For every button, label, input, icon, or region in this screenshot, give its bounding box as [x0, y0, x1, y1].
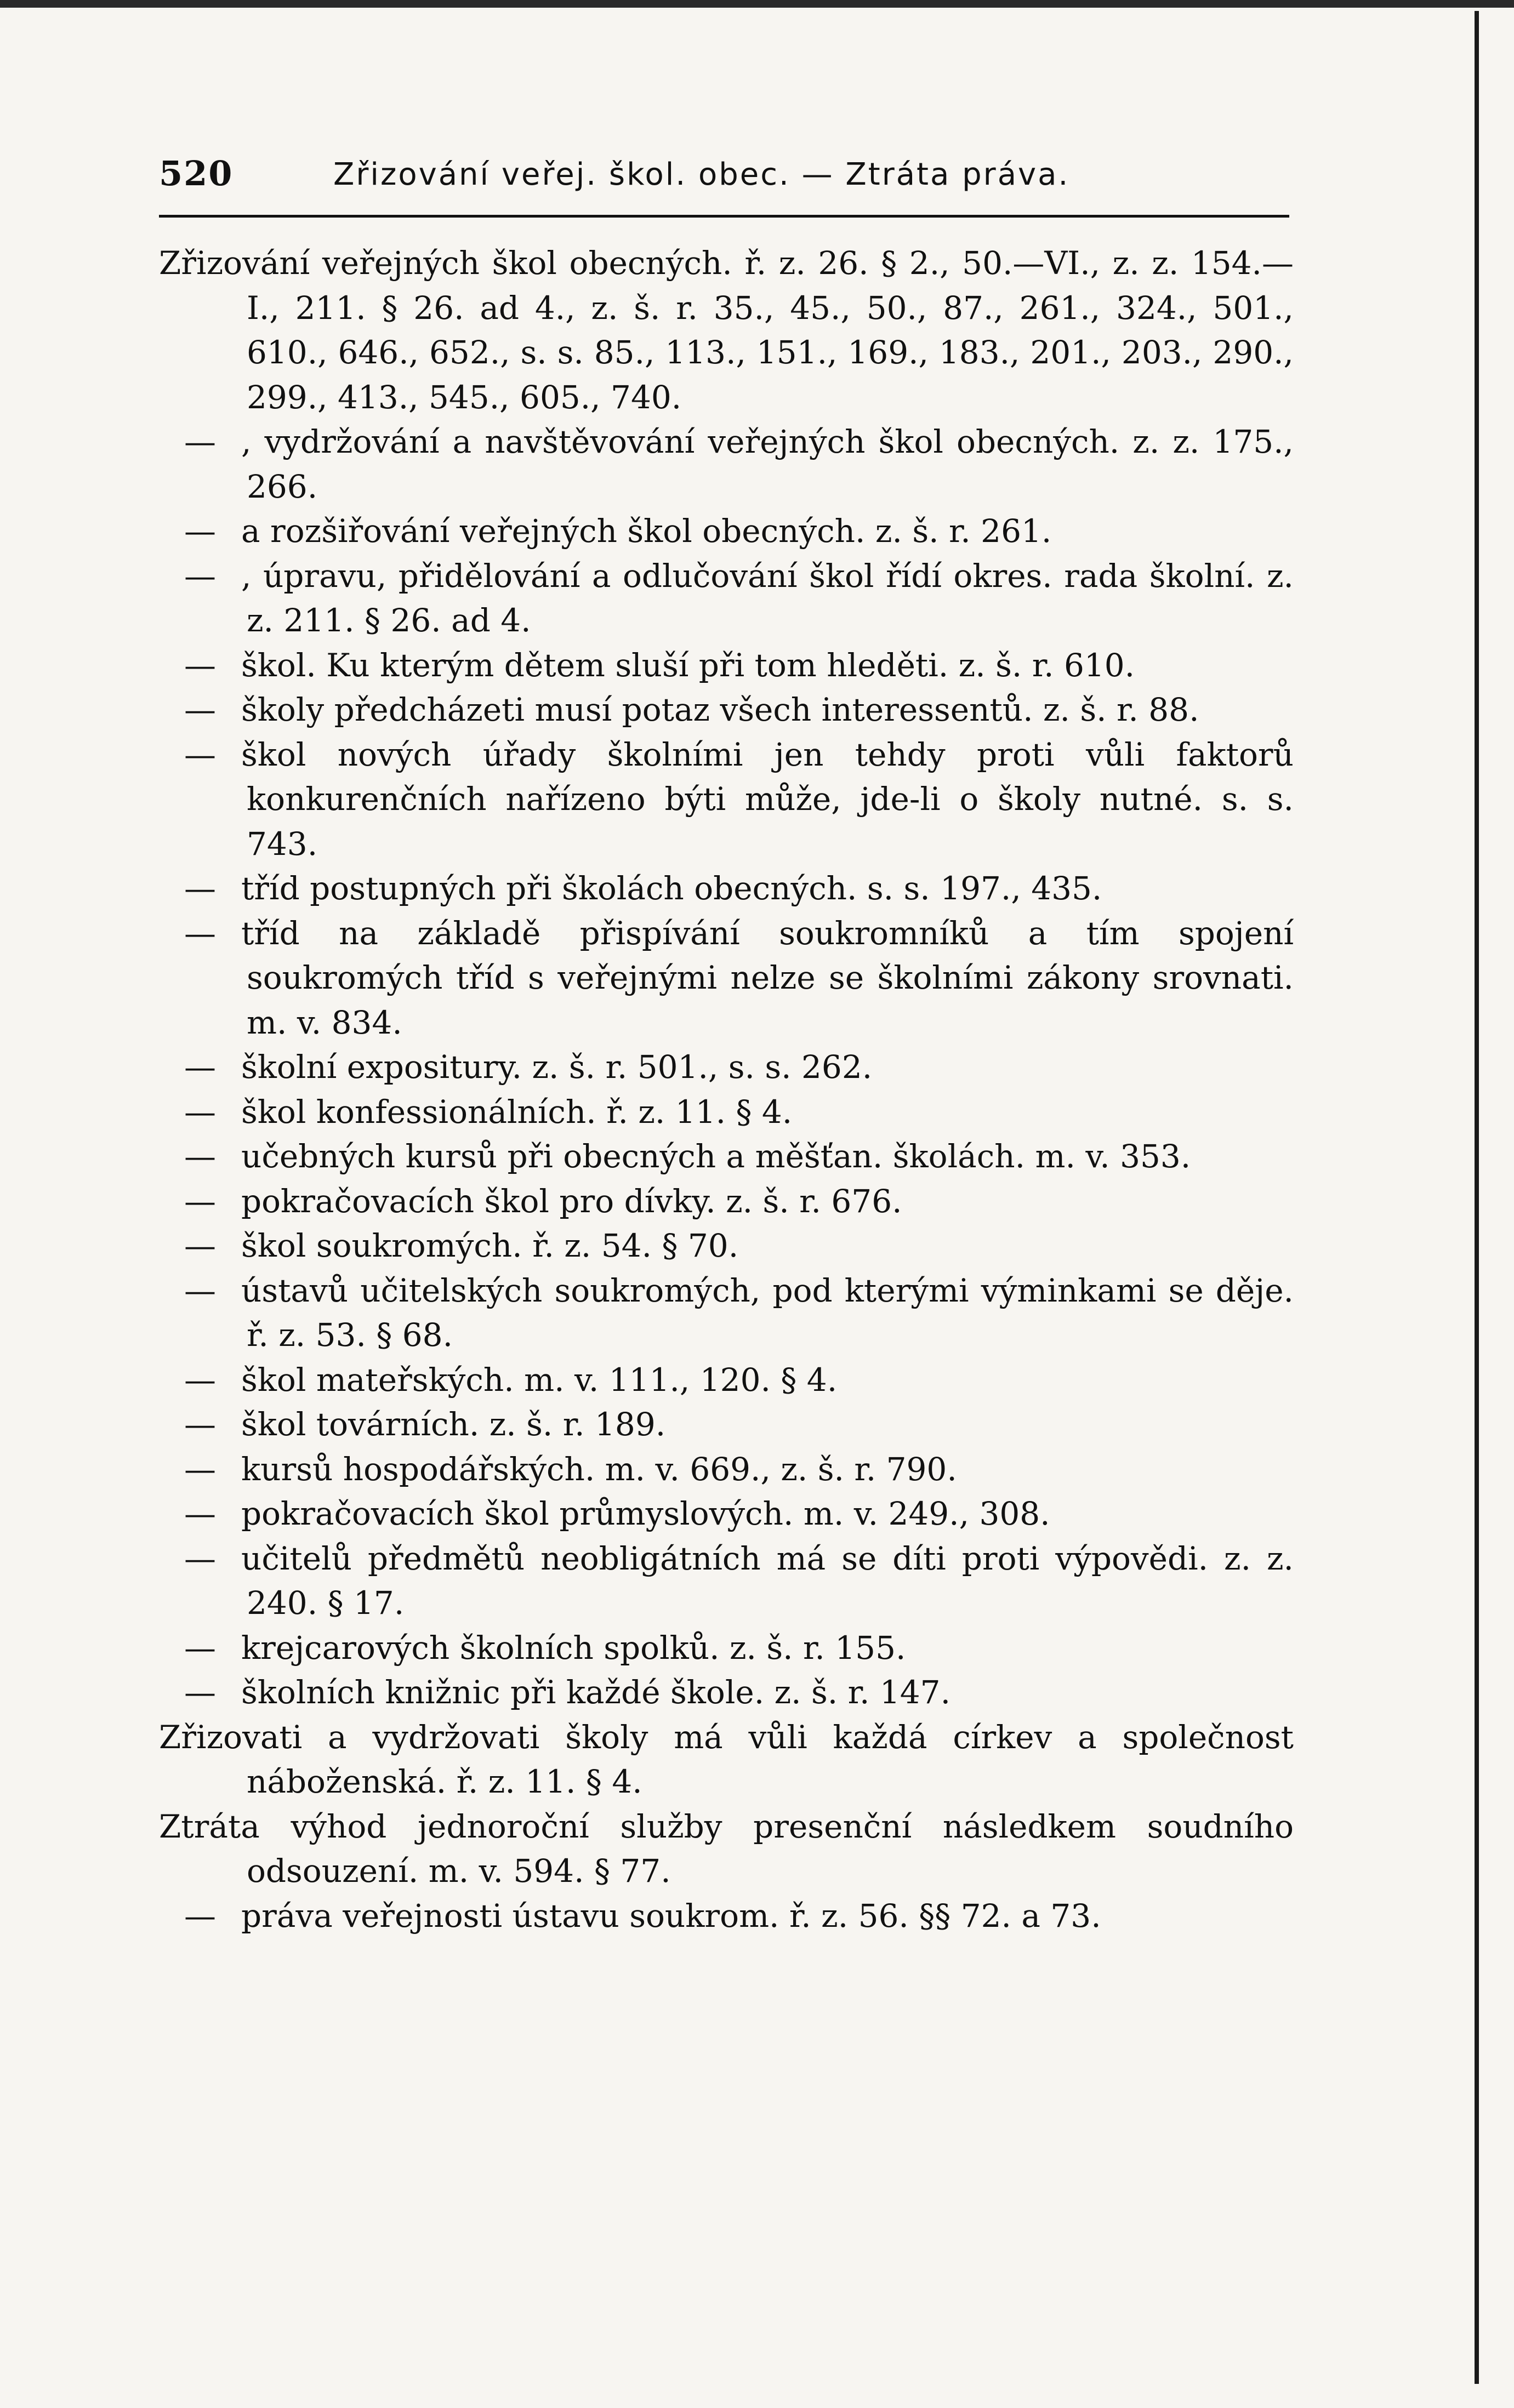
entry-text: , úpravu, přidělování a odlučování škol řídí okres. rada školní. z. z. 211. § 26. ad 4. [241, 557, 1294, 639]
entry-text: krejcarových školních spolků. z. š. r. 155. [241, 1629, 906, 1667]
index-entry-sub [159, 1134, 1294, 1179]
entry-text: škol konfessionálních. ř. z. 11. § 4. [241, 1093, 793, 1131]
entry-text: práva veřejnosti ústavu soukrom. ř. z. 56. §§ 72. a 73. [241, 1897, 1101, 1935]
entry-dash: — [184, 1406, 216, 1443]
entry-text: Zřizování veřejných škol obecných. ř. z. 26. § 2., 50.—VI., z. z. 154.—I., 211. § 26. ad 4., z. š. r. 35., 45., 50., 87., 261., 324., 501., 610., 646., 652., s. s. 85., 113., 151., 169., 183., 201., 203., 290., 299., 413., 545., 605., 740. [159, 244, 1294, 416]
entry-text: tříd na základě přispívání soukromníků a tím spojení soukromých tříd s veřejnými nelze se školními zákony srovnati. m. v. 834. [241, 914, 1294, 1041]
entry-dash: — [184, 870, 216, 907]
entry-dash: — [184, 1539, 216, 1577]
entry-text: ústavů učitelských soukromých, pod kterými výminkami se děje. ř. z. 53. § 68. [241, 1271, 1294, 1354]
index-entry-sub [159, 1358, 1294, 1403]
entry-dash: — [184, 1361, 216, 1399]
index-entry-sub [159, 1626, 1294, 1671]
index-entry-sub [159, 1670, 1294, 1715]
index-entry-sub [159, 1224, 1294, 1269]
index-entry-main [159, 241, 1294, 420]
entry-dash: — [184, 512, 216, 550]
entry-text: školní expositury. z. š. r. 501., s. s. 262. [241, 1048, 873, 1086]
page-binding-edge [1475, 11, 1479, 2384]
index-entry-sub [159, 1090, 1294, 1135]
index-entry-sub [159, 1537, 1294, 1626]
entry-dash: — [184, 914, 216, 952]
entry-dash: — [184, 423, 216, 460]
index-entry-sub [159, 420, 1294, 509]
index-entry-sub [159, 1402, 1294, 1447]
page-header [159, 147, 1283, 202]
entry-dash: — [184, 1093, 216, 1131]
entry-dash: — [184, 1271, 216, 1309]
index-entry-main [159, 1805, 1294, 1894]
entry-dash: — [184, 1048, 216, 1086]
entry-dash: — [184, 1450, 216, 1488]
entry-dash: — [184, 1182, 216, 1220]
entry-text: školních knižnic při každé škole. z. š. r. 147. [241, 1674, 951, 1711]
running-title: Zřizování veřej. škol. obec. — Ztráta práva. [333, 157, 1070, 192]
entry-dash: — [184, 1138, 216, 1175]
entry-text: Ztráta výhod jednoroční služby presenční následkem soudního odsouzení. m. v. 594. § 77. [159, 1807, 1294, 1890]
entry-text: školy předcházeti musí potaz všech interessentů. z. š. r. 88. [241, 691, 1199, 728]
entry-dash: — [184, 691, 216, 728]
index-entry-sub [159, 1894, 1294, 1939]
page-top-edge [0, 0, 1514, 8]
entry-dash: — [184, 557, 216, 595]
entry-dash: — [184, 1674, 216, 1711]
index-entry-sub [159, 733, 1294, 867]
entry-text: pokračovacích škol průmyslových. m. v. 249., 308. [241, 1495, 1050, 1532]
entry-dash: — [184, 1629, 216, 1667]
index-entry-sub [159, 1045, 1294, 1090]
index-entry-sub [159, 1269, 1294, 1358]
index-entry-sub [159, 1447, 1294, 1492]
index-entry-sub [159, 509, 1294, 554]
index-entry-sub [159, 554, 1294, 643]
index-entry-sub [159, 643, 1294, 688]
entry-text: kursů hospodářských. m. v. 669., z. š. r. 790. [241, 1450, 957, 1488]
entry-text: pokračovacích škol pro dívky. z. š. r. 676. [241, 1182, 902, 1220]
entry-text: škol továrních. z. š. r. 189. [241, 1406, 666, 1443]
entry-text: škol soukromých. ř. z. 54. § 70. [241, 1227, 739, 1264]
index-entry-sub [159, 911, 1294, 1046]
entry-text: a rozšiřování veřejných škol obecných. z. š. r. 261. [241, 512, 1052, 550]
header-rule [159, 215, 1289, 218]
entry-dash: — [184, 646, 216, 684]
entry-text: učitelů předmětů neobligátních má se díti proti výpovědi. z. z. 240. § 17. [241, 1539, 1294, 1622]
entry-text: učebných kursů při obecných a měšťan. školách. m. v. 353. [241, 1138, 1191, 1175]
entry-dash: — [184, 1227, 216, 1264]
index-entry-sub [159, 1492, 1294, 1537]
index-entry-sub [159, 1179, 1294, 1224]
entry-text: Zřizovati a vydržovati školy má vůli každá církev a společnost náboženská. ř. z. 11. § 4. [159, 1718, 1294, 1800]
entry-text: škol. Ku kterým dětem sluší při tom hleděti. z. š. r. 610. [241, 646, 1135, 684]
entry-dash: — [184, 1897, 216, 1935]
entry-text: škol mateřských. m. v. 111., 120. § 4. [241, 1361, 838, 1399]
entry-dash: — [184, 1495, 216, 1532]
entry-text: tříd postupných při školách obecných. s. s. 197., 435. [241, 870, 1102, 907]
index-entry-main [159, 1715, 1294, 1805]
entry-text: , vydržování a navštěvování veřejných škol obecných. z. z. 175., 266. [241, 423, 1294, 505]
index-entry-sub [159, 688, 1294, 733]
entry-text: škol nových úřady školními jen tehdy proti vůli faktorů konkurenčních nařízeno býti může, jde-li o školy nutné. s. s. 743. [241, 735, 1294, 863]
entry-dash: — [184, 735, 216, 773]
index-entries [159, 241, 1294, 1938]
index-entry-sub [159, 866, 1294, 911]
page-number: 520 [159, 153, 234, 193]
